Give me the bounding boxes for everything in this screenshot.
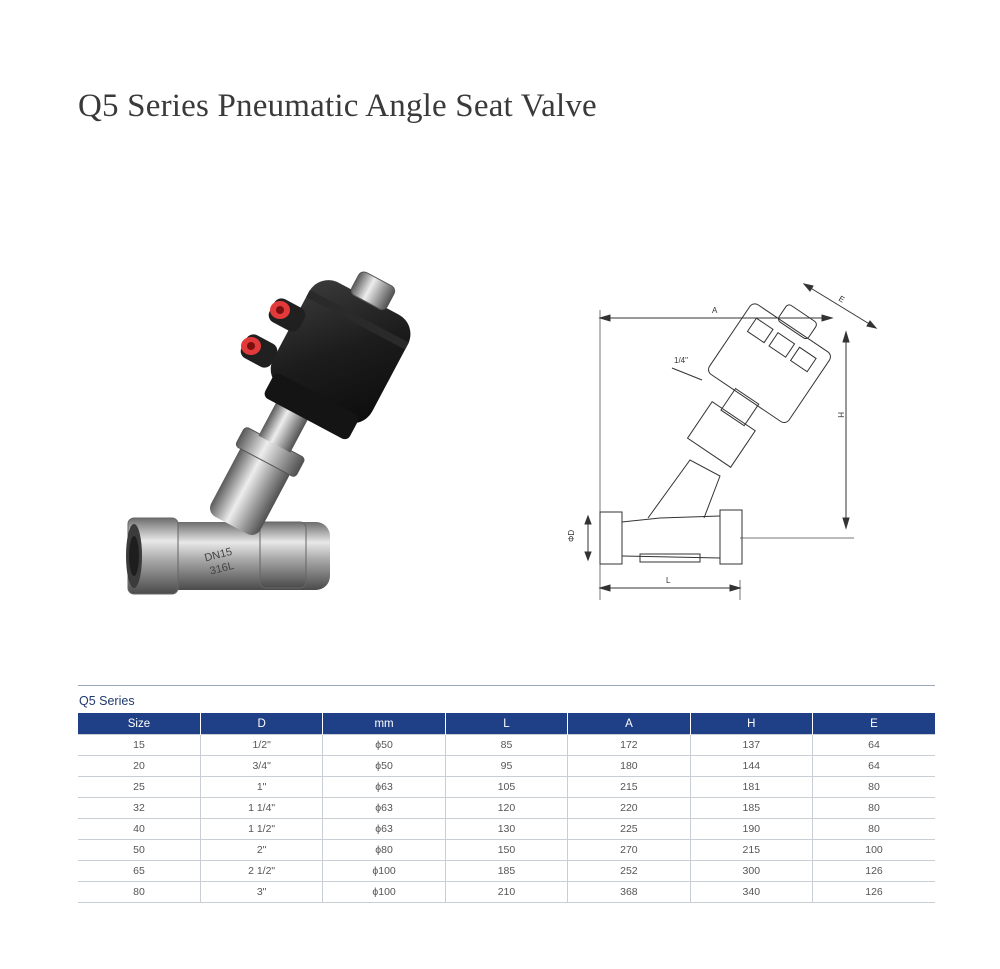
body-marking-material: 316L [208, 559, 236, 578]
table-cell: 64 [813, 735, 935, 756]
table-cell: 40 [78, 819, 200, 840]
table-cell: 1 1/2" [200, 819, 322, 840]
table-cell: 172 [568, 735, 690, 756]
table-cell: 220 [568, 798, 690, 819]
table-top-rule [78, 685, 935, 686]
arrow-e-bottom [867, 321, 876, 328]
table-row [78, 819, 935, 840]
table-body [78, 735, 935, 903]
label-h: H [836, 412, 845, 418]
table-cell: ϕ50 [323, 756, 445, 777]
table-row [78, 861, 935, 882]
table-cell: 1/2" [200, 735, 322, 756]
arrow-a-left [600, 315, 610, 321]
table-cell: 190 [690, 819, 812, 840]
table-header-row [78, 713, 935, 735]
arrow-h-top [843, 332, 849, 342]
dimension-drawing [567, 270, 900, 610]
label-e: E [836, 294, 847, 305]
table-cell: 210 [445, 882, 567, 903]
table-cell: 64 [813, 756, 935, 777]
table-cell: 1" [200, 777, 322, 798]
arrow-e-top [804, 284, 813, 291]
drawing-valve-body [600, 460, 742, 564]
table-row [78, 798, 935, 819]
table-cell: 215 [690, 840, 812, 861]
column-header: A [568, 713, 690, 735]
column-header: Size [78, 713, 200, 735]
table-cell: ϕ100 [323, 882, 445, 903]
table-cell: 80 [813, 819, 935, 840]
drawing-actuator [669, 287, 843, 480]
table-cell: 144 [690, 756, 812, 777]
table-cell: 105 [445, 777, 567, 798]
table-cell: 32 [78, 798, 200, 819]
table-cell: 252 [568, 861, 690, 882]
table-cell: 50 [78, 840, 200, 861]
table-cell: 65 [78, 861, 200, 882]
table-cell: 185 [690, 798, 812, 819]
valve-product-image [120, 250, 450, 620]
column-header: H [690, 713, 812, 735]
table-cell: 137 [690, 735, 812, 756]
table-cell: 185 [445, 861, 567, 882]
label-port-size: 1/4" [674, 356, 688, 365]
body-marking-size: DN15 [203, 545, 234, 565]
table-cell: ϕ80 [323, 840, 445, 861]
table-row [78, 840, 935, 861]
table-cell: 15 [78, 735, 200, 756]
column-header: E [813, 713, 935, 735]
table-cell: 300 [690, 861, 812, 882]
table-cell: ϕ63 [323, 819, 445, 840]
table-row [78, 735, 935, 756]
table-cell: 181 [690, 777, 812, 798]
arrow-d-top [585, 516, 591, 524]
port-leader-line [672, 368, 702, 380]
table-cell: 100 [813, 840, 935, 861]
table-cell: 2" [200, 840, 322, 861]
table-cell: ϕ63 [323, 798, 445, 819]
table-cell: 120 [445, 798, 567, 819]
table-cell: 150 [445, 840, 567, 861]
table-cell: 180 [568, 756, 690, 777]
table-cell: 126 [813, 861, 935, 882]
table-cell: 368 [568, 882, 690, 903]
spec-table [78, 713, 935, 903]
page-title: Q5 Series Pneumatic Angle Seat Valve [78, 88, 597, 124]
table-cell: 1 1/4" [200, 798, 322, 819]
label-a: A [712, 306, 718, 315]
table-cell: 80 [78, 882, 200, 903]
table-row [78, 756, 935, 777]
spec-table-section [78, 685, 935, 903]
table-cell: 25 [78, 777, 200, 798]
label-l: L [666, 576, 671, 585]
table-cell: 80 [813, 798, 935, 819]
arrow-l-left [600, 585, 610, 591]
table-cell: 2 1/2" [200, 861, 322, 882]
table-cell: 85 [445, 735, 567, 756]
table-cell: 126 [813, 882, 935, 903]
table-row [78, 882, 935, 903]
table-row [78, 777, 935, 798]
table-cell: 225 [568, 819, 690, 840]
table-cell: 270 [568, 840, 690, 861]
arrow-h-bottom [843, 518, 849, 528]
right-hex-end [260, 522, 306, 588]
column-header: mm [323, 713, 445, 735]
table-cell: ϕ100 [323, 861, 445, 882]
table-cell: 215 [568, 777, 690, 798]
label-d: ΦD [567, 529, 576, 542]
column-header: L [445, 713, 567, 735]
table-cell: 95 [445, 756, 567, 777]
table-cell: 80 [813, 777, 935, 798]
table-cell: 130 [445, 819, 567, 840]
table-cell: ϕ50 [323, 735, 445, 756]
arrow-l-right [730, 585, 740, 591]
table-cell: ϕ63 [323, 777, 445, 798]
arrow-a-right [822, 315, 832, 321]
arrow-d-bottom [585, 552, 591, 560]
table-cell: 3/4" [200, 756, 322, 777]
inlet-bore [129, 536, 139, 576]
table-cell: 20 [78, 756, 200, 777]
table-caption: Q5 Series [79, 694, 135, 708]
table-cell: 340 [690, 882, 812, 903]
table-cell: 3" [200, 882, 322, 903]
column-header: D [200, 713, 322, 735]
